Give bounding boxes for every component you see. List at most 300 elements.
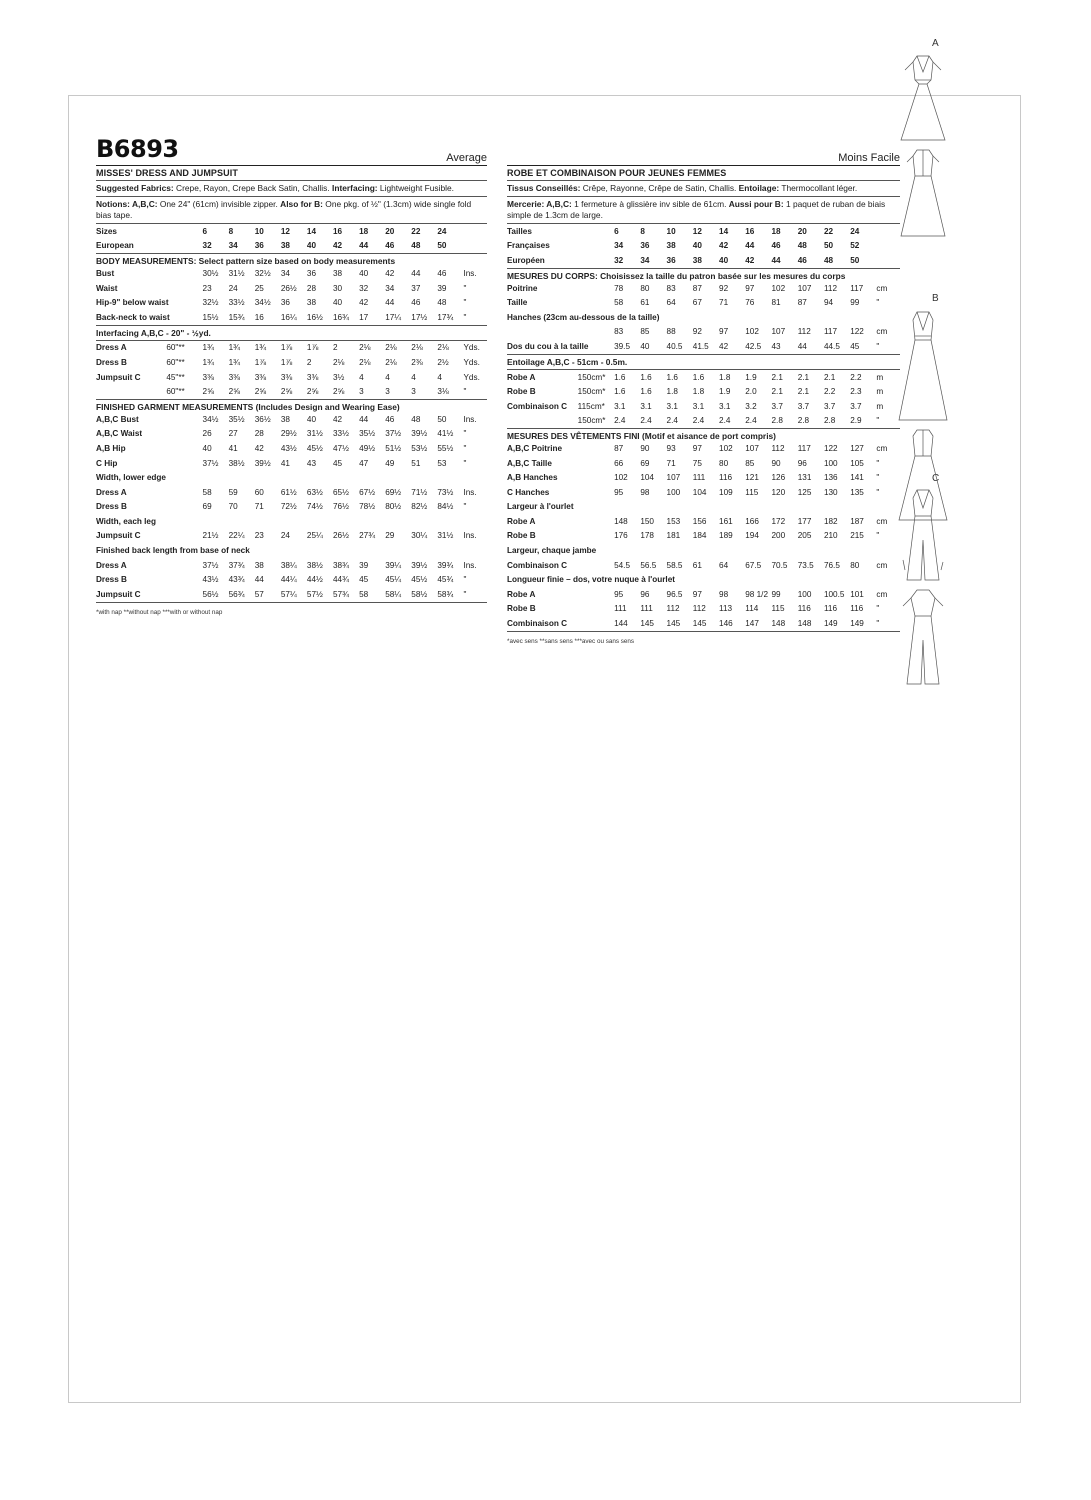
table-cell: 55½ — [437, 443, 454, 453]
table-cell: 3.2 — [745, 401, 757, 411]
row-label — [96, 384, 166, 399]
table-cell: 3½ — [333, 372, 345, 382]
table-cell: 109 — [719, 487, 733, 497]
table-cell: 72½ — [280, 502, 297, 512]
table-cell — [850, 310, 876, 325]
table-cell: Ins. — [463, 487, 477, 497]
table-cell: 41 — [228, 443, 238, 453]
table-cell: 67.5 — [745, 560, 762, 570]
table-cell: 102 — [745, 327, 759, 337]
table-row — [96, 572, 487, 587]
sketch-canvas — [893, 50, 953, 690]
table-cell: " — [876, 531, 880, 541]
table-cell: " — [463, 387, 467, 397]
row-label: Robe B — [507, 604, 536, 614]
table-cell: 95 — [614, 589, 624, 599]
table-cell: 49 — [385, 458, 395, 468]
table-cell: 56½ — [202, 589, 219, 599]
table-cell: 83 — [614, 327, 624, 337]
table-cell: 41.5 — [692, 341, 709, 351]
row-label: A,B Hanches — [507, 473, 558, 483]
table-cell: 50 — [437, 241, 447, 251]
table-cell: 194 — [745, 531, 759, 541]
table-cell: 56.5 — [640, 560, 657, 570]
row-label: Robe A — [507, 372, 536, 382]
table-cell: 24 — [850, 226, 860, 236]
table-cell: 17¼ — [385, 312, 402, 322]
table-cell: 71½ — [411, 487, 428, 497]
table-cell: 153 — [666, 516, 681, 526]
table-cell: 150cm* — [577, 387, 606, 397]
table-cell: 69 — [640, 458, 650, 468]
pattern-sheet — [68, 95, 1021, 1403]
table-cell: 43½ — [202, 575, 219, 585]
table-cell — [463, 224, 487, 239]
table-row — [507, 470, 900, 485]
table-cell: 113 — [719, 604, 733, 614]
table-cell: " — [463, 298, 467, 308]
table-cell: 46 — [385, 414, 395, 424]
table-row — [96, 281, 487, 296]
table-row — [96, 266, 487, 281]
table-cell: 87 — [797, 298, 807, 308]
table-cell: 8 — [640, 226, 645, 236]
table-cell: 184 — [692, 531, 707, 541]
table-cell: 178 — [640, 531, 654, 541]
table-cell: 39½ — [411, 429, 428, 439]
row-label: Tailles — [507, 226, 532, 236]
table-cell: 3.7 — [850, 401, 862, 411]
table-row — [507, 310, 900, 325]
table-cell: 182 — [823, 516, 838, 526]
table-cell: 75 — [692, 458, 702, 468]
row-label: Robe B — [507, 531, 536, 541]
table-cell: 37½ — [385, 429, 402, 439]
table-cell: 58¾ — [437, 589, 454, 599]
table-row — [507, 224, 900, 239]
row-label: Dress A — [96, 560, 127, 570]
table-cell: 1.6 — [640, 387, 652, 397]
table-cell: 2.4 — [666, 416, 678, 426]
table-row — [507, 485, 900, 500]
dress-b-back-sketch-icon — [899, 430, 947, 520]
table-cell: 45¾ — [437, 575, 454, 585]
table-cell: 45 — [359, 575, 369, 585]
table-cell: 44½ — [306, 575, 323, 585]
table-cell: 1¾ — [254, 343, 267, 353]
table-cell: " — [876, 473, 880, 483]
table-cell: 52 — [850, 241, 860, 251]
table-cell: 147 — [745, 619, 759, 629]
table-cell: 17¾ — [437, 312, 454, 322]
table-cell: 25¼ — [306, 531, 323, 541]
table-cell: 3⅜ — [228, 372, 241, 382]
table-cell: 33½ — [228, 298, 245, 308]
table-cell: 146 — [719, 619, 733, 629]
table-cell: 34 — [385, 283, 395, 293]
table-cell: 41½ — [437, 429, 454, 439]
table-cell: 53½ — [411, 443, 428, 453]
table-cell: Ins. — [463, 414, 477, 424]
table-cell: 38 — [333, 268, 343, 278]
table-cell: 97 — [745, 283, 755, 293]
table-row — [96, 514, 487, 529]
table-cell: 43 — [771, 341, 781, 351]
table-cell: 200 — [771, 531, 786, 541]
difficulty-level-fr: Moins Facile — [838, 152, 900, 164]
table-cell: 16 — [745, 226, 755, 236]
table-cell: " — [463, 443, 467, 453]
table-cell: 38 — [254, 560, 264, 570]
table-cell: 10 — [254, 226, 264, 236]
table-cell: 1.9 — [745, 372, 757, 382]
table-cell: 2.2 — [823, 387, 836, 397]
finished-measurements-table-fr — [507, 441, 900, 632]
view-label-a: A — [932, 38, 939, 49]
fabrics-line-fr: Tissus Conseillés: Crêpe, Rayonne, Crêpe de Satin, Challis. Entoilage: Thermocollant léger. — [507, 181, 900, 197]
row-label: Sizes — [96, 226, 117, 236]
table-cell: 125 — [797, 487, 812, 497]
row-label: Combinaison C — [507, 401, 568, 411]
fabrics-line: Suggested Fabrics: Crepe, Rayon, Crepe Back Satin, Challis. Interfacing: Lightweight Fusible. — [96, 181, 487, 197]
table-cell: 44¾ — [333, 575, 349, 585]
table-cell: 2.1 — [823, 372, 836, 382]
table-cell: 43¾ — [228, 575, 245, 585]
table-cell: 2⅛ — [385, 357, 397, 367]
table-cell: 30½ — [202, 268, 219, 278]
dress-a-front-sketch-icon — [901, 56, 945, 140]
table-cell: 39½ — [254, 458, 271, 468]
table-cell: 3.1 — [640, 401, 652, 411]
table-cell: 40 — [359, 268, 369, 278]
table-cell: " — [463, 575, 467, 585]
row-label: Bust — [96, 268, 115, 278]
table-cell: " — [463, 429, 467, 439]
table-cell: 39 — [437, 283, 447, 293]
row-label: Back-neck to waist — [96, 312, 170, 322]
table-cell: 28 — [306, 283, 317, 293]
table-cell: 45 — [333, 458, 343, 468]
table-row — [96, 341, 487, 356]
table-row — [96, 558, 487, 573]
table-row — [507, 281, 900, 296]
table-cell: 32½ — [202, 298, 219, 308]
header — [96, 135, 487, 166]
table-cell: 44 — [745, 241, 755, 251]
table-cell: 100 — [823, 458, 838, 468]
row-label: Hanches (23cm au-dessous de la taille) — [507, 312, 660, 322]
table-cell: 2.8 — [823, 416, 836, 426]
table-cell: 2.1 — [797, 372, 810, 382]
row-label: Dress B — [96, 575, 127, 585]
table-cell: 115cm* — [577, 401, 605, 411]
table-cell: 53 — [437, 458, 447, 468]
dress-b-front-sketch-icon — [899, 312, 947, 420]
table-cell: 100.5 — [823, 589, 845, 599]
table-cell: 29½ — [280, 429, 297, 439]
table-cell: 65½ — [333, 487, 349, 497]
table-cell — [798, 310, 824, 325]
table-cell: 177 — [797, 516, 812, 526]
table-row — [96, 441, 487, 456]
table-cell: 48 — [797, 241, 807, 251]
table-cell: 3⅜ — [202, 372, 214, 382]
table-row — [96, 587, 487, 602]
table-cell: 120 — [771, 487, 786, 497]
row-label: Dress B — [96, 502, 127, 512]
table-cell: 38 — [692, 255, 702, 265]
table-cell: 36 — [306, 268, 317, 278]
table-cell: 40 — [719, 255, 729, 265]
table-cell: 148 — [797, 619, 812, 629]
table-cell: 3 — [359, 387, 364, 397]
footnote-fr: *avec sens **sans sens ***avec ou sans sens — [507, 637, 635, 645]
table-cell: cm — [876, 560, 888, 570]
table-cell: 44 — [385, 298, 395, 308]
table-row — [507, 500, 900, 515]
table-cell: 37 — [411, 283, 421, 293]
table-cell: 32 — [614, 255, 624, 265]
table-cell: 23 — [202, 283, 212, 293]
table-cell: 36½ — [254, 414, 271, 424]
table-cell: 104 — [640, 473, 654, 483]
table-cell — [667, 310, 693, 325]
table-cell: Ins. — [463, 531, 477, 541]
table-cell: 22¼ — [228, 531, 245, 541]
table-cell: 117 — [823, 327, 838, 337]
notions-line-fr: Mercerie: A,B,C: 1 fermeture à glissière inv sible de 61cm. Aussi pour B: 1 paquet de ruban de biais simple de 1.3cm de large. — [507, 197, 900, 224]
table-cell: 93 — [666, 443, 676, 453]
table-cell: 80 — [850, 560, 860, 570]
table-cell: 34 — [280, 268, 290, 278]
table-cell: 2.1 — [771, 372, 783, 382]
table-cell: 44¼ — [280, 575, 297, 585]
table-cell: 145 — [666, 619, 681, 629]
table-cell: 58 — [202, 487, 212, 497]
table-cell: 122 — [850, 327, 864, 337]
table-cell: 2⅝ — [254, 387, 267, 397]
table-cell: 2.4 — [719, 416, 731, 426]
table-cell: Yds. — [463, 343, 480, 353]
table-cell: 49½ — [359, 443, 376, 453]
table-cell: 116 — [797, 604, 811, 614]
table-cell: 63½ — [306, 487, 323, 497]
row-label: Dos du cou à la taille — [507, 341, 589, 351]
table-cell: 1.8 — [666, 387, 678, 397]
table-cell: 76½ — [333, 502, 349, 512]
table-cell: 145 — [640, 619, 654, 629]
table-cell: Ins. — [463, 560, 477, 570]
table-cell: 30 — [333, 283, 343, 293]
table-row — [507, 384, 900, 399]
table-row — [507, 558, 900, 573]
table-cell: 50 — [823, 241, 834, 251]
table-cell: 107 — [797, 283, 812, 293]
table-cell: 28 — [254, 429, 264, 439]
table-cell: 92 — [692, 327, 702, 337]
row-label: Width, lower edge — [96, 473, 166, 483]
table-cell: 40 — [306, 241, 317, 251]
table-cell: Ins. — [463, 268, 477, 278]
table-row — [507, 616, 900, 631]
table-cell: " — [876, 604, 880, 614]
row-label: Jumpsuit C — [96, 589, 141, 599]
table-cell: 166 — [745, 516, 759, 526]
row-label: Européen — [507, 255, 545, 265]
table-cell: 102 — [719, 443, 733, 453]
table-cell: 74½ — [306, 502, 323, 512]
table-cell: 82½ — [411, 502, 428, 512]
table-cell: 34 — [614, 241, 624, 251]
table-cell: 60 — [254, 487, 264, 497]
table-cell: 121 — [745, 473, 759, 483]
row-label: Françaises — [507, 241, 550, 251]
table-cell: 2⅛ — [437, 343, 449, 353]
table-cell: 18 — [771, 226, 781, 236]
table-cell: 46 — [385, 241, 395, 251]
table-cell: 1.8 — [692, 387, 705, 397]
table-cell: 16¼ — [280, 312, 297, 322]
table-cell: 38½ — [228, 458, 245, 468]
table-cell: 98 — [640, 487, 650, 497]
table-cell: 44 — [254, 575, 264, 585]
table-cell: 26½ — [280, 283, 297, 293]
table-cell: 57¼ — [280, 589, 297, 599]
table-cell: 104 — [692, 487, 707, 497]
table-cell: 97 — [692, 443, 702, 453]
table-row — [507, 543, 900, 558]
table-cell: cm — [876, 283, 888, 293]
table-cell: 6 — [202, 226, 208, 236]
table-cell: 3⅛ — [437, 387, 449, 397]
table-cell: 46 — [411, 298, 421, 308]
row-label: Robe B — [507, 387, 536, 397]
table-cell: 22 — [823, 226, 834, 236]
table-cell: 2.8 — [797, 416, 810, 426]
table-cell: 46 — [797, 255, 807, 265]
row-label: Largeur, chaque jambe — [507, 546, 597, 556]
table-cell: 37½ — [202, 560, 219, 570]
table-cell: 37¾ — [228, 560, 245, 570]
table-cell: 44 — [359, 241, 369, 251]
row-label: Largeur à l'ourlet — [507, 502, 574, 512]
table-cell: 2⅛ — [333, 357, 345, 367]
table-cell: 1¾ — [228, 357, 241, 367]
table-cell: 150 — [640, 516, 654, 526]
table-cell: 112 — [692, 604, 706, 614]
body-measurements-title: BODY MEASUREMENTS: Select pattern size based on body measurements — [96, 256, 396, 267]
table-cell: 2.4 — [692, 416, 705, 426]
english-column — [96, 135, 487, 616]
table-cell: 80 — [640, 283, 650, 293]
body-measurements-table — [96, 266, 487, 325]
table-cell: 215 — [850, 531, 864, 541]
table-cell: 35½ — [359, 429, 376, 439]
table-cell: 131 — [797, 473, 812, 483]
table-cell: 45 — [850, 341, 860, 351]
table-row — [96, 310, 487, 325]
finished-measurements-title-fr: MESURES DES VÊTEMENTS FINI (Motif et aisance de port compris) — [507, 431, 776, 442]
french-column — [507, 141, 900, 645]
table-cell: 205 — [797, 531, 812, 541]
table-cell: 3 — [385, 387, 390, 397]
table-cell: 44 — [771, 255, 781, 265]
table-cell: 78½ — [359, 502, 376, 512]
table-cell: 115 — [771, 604, 785, 614]
table-cell: 51½ — [385, 443, 402, 453]
table-cell: 23 — [254, 531, 264, 541]
table-cell: 2.1 — [797, 387, 810, 397]
table-cell: 67½ — [359, 487, 376, 497]
difficulty-level: Average — [446, 152, 487, 164]
table-cell: 58½ — [411, 589, 428, 599]
table-cell: " — [876, 416, 880, 426]
yardage-table — [96, 341, 487, 400]
table-cell: m — [876, 401, 884, 411]
table-cell: 127 — [850, 443, 864, 453]
table-cell: 42 — [254, 443, 264, 453]
table-cell: 54.5 — [614, 560, 631, 570]
table-cell: 42 — [719, 241, 729, 251]
table-cell: 150cm* — [577, 416, 606, 426]
row-label: Hip-9" below waist — [96, 298, 169, 308]
table-cell: 48 — [411, 414, 421, 424]
table-cell: 4 — [411, 372, 416, 382]
table-cell: 148 — [614, 516, 628, 526]
table-cell: 17 — [359, 312, 369, 322]
table-cell: 58¼ — [385, 589, 402, 599]
table-cell: 39.5 — [614, 341, 631, 351]
table-cell: 100 — [797, 589, 812, 599]
row-label: A,B Hip — [96, 443, 126, 453]
table-row — [96, 370, 487, 385]
table-cell: 35½ — [228, 414, 245, 424]
table-cell: 96.5 — [666, 589, 683, 599]
table-cell: 95 — [614, 487, 624, 497]
table-cell: cm — [876, 443, 888, 453]
table-row — [507, 572, 900, 587]
table-cell: 56¾ — [228, 589, 245, 599]
table-cell: 149 — [850, 619, 864, 629]
table-cell: 32 — [359, 283, 369, 293]
table-cell: cm — [876, 327, 888, 337]
table-cell: 117 — [797, 443, 811, 453]
pattern-title: MISSES' DRESS AND JUMPSUIT — [96, 166, 487, 181]
table-cell: 2½ — [437, 357, 449, 367]
footnote: *with nap **without nap ***with or without nap — [96, 608, 223, 616]
table-cell: 31½ — [437, 531, 454, 541]
table-cell: 22 — [411, 226, 421, 236]
table-cell: 64 — [666, 298, 676, 308]
table-row — [96, 384, 487, 399]
table-cell: 44.5 — [823, 341, 840, 351]
table-cell: 3.7 — [797, 401, 810, 411]
table-cell: 17½ — [411, 312, 428, 322]
table-cell: 34 — [640, 255, 650, 265]
table-cell: 50 — [437, 414, 447, 424]
table-cell: 2 — [306, 357, 312, 367]
table-cell: 38¼ — [280, 560, 297, 570]
table-cell: 39 — [359, 560, 369, 570]
table-cell: " — [876, 341, 880, 351]
header-fr — [507, 141, 900, 166]
table-cell: 4 — [437, 372, 442, 382]
table-cell: 114 — [745, 604, 759, 614]
table-cell: 2⅝ — [333, 387, 345, 397]
table-cell: 1.8 — [719, 372, 731, 382]
table-row — [96, 412, 487, 427]
table-row — [96, 470, 487, 485]
